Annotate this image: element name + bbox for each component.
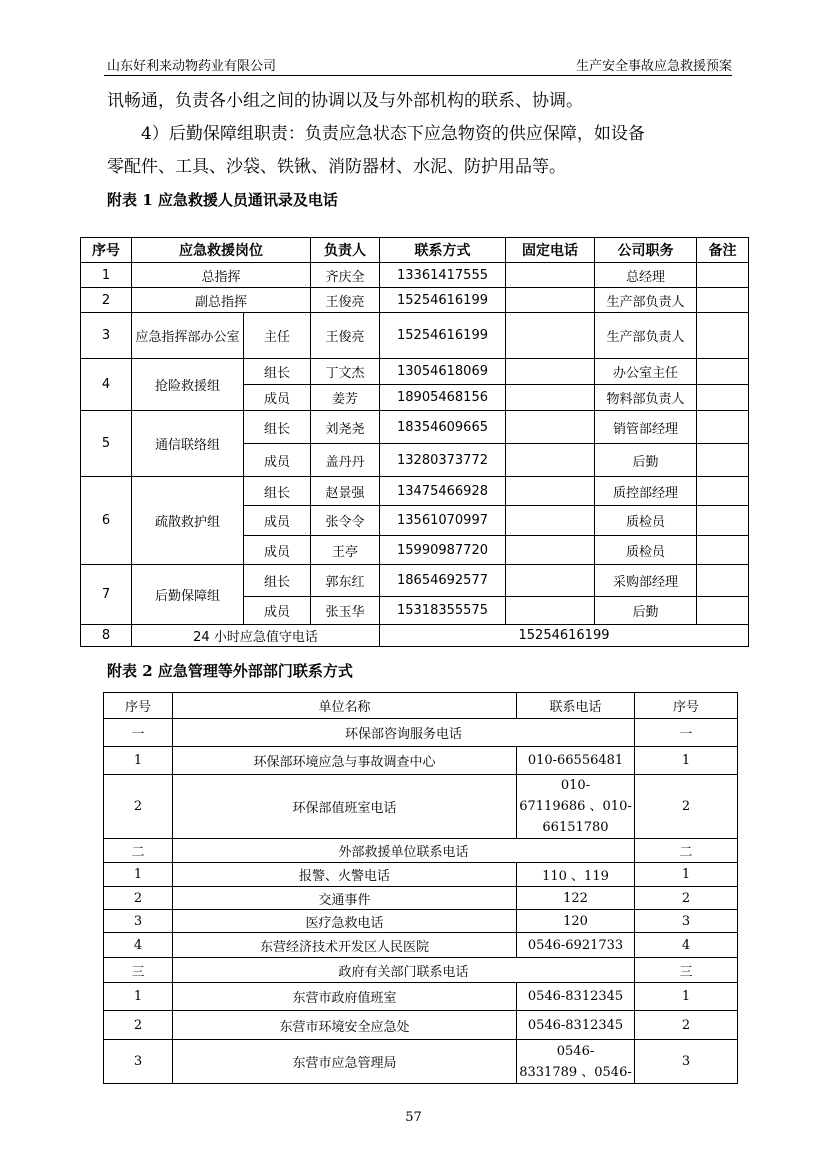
cell-post: 总指挥 — [132, 263, 311, 288]
cell-landline — [506, 565, 595, 597]
table-row — [81, 313, 749, 359]
table-row — [104, 1011, 738, 1040]
col-header: 应急救援岗位 — [132, 238, 311, 263]
cell-remark — [697, 411, 749, 444]
cell-role: 成员 — [244, 597, 311, 625]
section-title: 环保部咨询服务电话 — [173, 719, 635, 747]
cell-title: 物料部负责人 — [595, 385, 697, 411]
cell-person: 王亭 — [311, 536, 380, 565]
cell-name: 医疗急救电话 — [173, 910, 517, 933]
table-row — [104, 775, 738, 839]
cell-remark — [697, 385, 749, 411]
col-header: 备注 — [697, 238, 749, 263]
cell-remark — [697, 536, 749, 565]
cell-no: 2 — [104, 1011, 173, 1040]
cell-no: 1 — [635, 747, 738, 775]
col-header: 固定电话 — [506, 238, 595, 263]
cell-person: 盖丹丹 — [311, 444, 380, 477]
section-row — [104, 958, 738, 983]
cell-remark — [697, 288, 749, 313]
cell-role: 成员 — [244, 385, 311, 411]
cell-phone — [517, 1040, 635, 1084]
cell-landline — [506, 288, 595, 313]
table-row — [81, 477, 749, 506]
table-row — [104, 983, 738, 1011]
cell-phone: 18905468156 — [380, 385, 506, 411]
table-header-row — [81, 238, 749, 263]
cell-remark — [697, 263, 749, 288]
cell-remark — [697, 313, 749, 359]
table1-caption: 附表 1 应急救援人员通讯录及电话 — [107, 191, 338, 209]
phone-line: 010- — [560, 778, 591, 793]
cell-name: 东营市环境安全应急处 — [173, 1011, 517, 1040]
cell-remark — [697, 444, 749, 477]
header-company: 山东好利来动物药业有限公司 — [107, 59, 277, 74]
cell-role: 主任 — [244, 313, 311, 359]
col-header: 公司职务 — [595, 238, 697, 263]
cell-no: 1 — [635, 863, 738, 887]
cell-role: 组长 — [244, 565, 311, 597]
col-header: 联系电话 — [517, 693, 635, 719]
external-contact-table — [103, 692, 738, 1084]
cell-name: 东营市应急管理局 — [173, 1040, 517, 1084]
cell-title: 质检员 — [595, 506, 697, 536]
cell-role: 成员 — [244, 444, 311, 477]
table-row — [81, 625, 749, 647]
cell-person: 刘尧尧 — [311, 411, 380, 444]
cell-title: 销管部经理 — [595, 411, 697, 444]
cell-group: 通信联络组 — [132, 411, 244, 477]
cell-title: 生产部负责人 — [595, 288, 697, 313]
cell-landline — [506, 536, 595, 565]
cell-title: 后勤 — [595, 444, 697, 477]
cell-name: 东营经济技术开发区人民医院 — [173, 933, 517, 958]
cell-phone: 13361417555 — [380, 263, 506, 288]
cell-post: 24 小时应急值守电话 — [132, 625, 380, 647]
cell-name: 环保部环境应急与事故调查中心 — [173, 747, 517, 775]
cell-no: 2 — [104, 775, 173, 839]
cell-no: 4 — [635, 933, 738, 958]
section-row — [104, 839, 738, 863]
cell-no: 1 — [635, 983, 738, 1011]
cell-phone: 13054618069 — [380, 359, 506, 385]
col-header: 单位名称 — [173, 693, 517, 719]
cell-no: 2 — [635, 887, 738, 910]
cell-phone: 15318355575 — [380, 597, 506, 625]
cell-phone: 0546-8312345 — [517, 983, 635, 1011]
cell-person: 姜芳 — [311, 385, 380, 411]
cell-phone: 110 、119 — [517, 863, 635, 887]
cell-no: 2 — [104, 887, 173, 910]
section-title: 外部救援单位联系电话 — [173, 839, 635, 863]
cell-post: 副总指挥 — [132, 288, 311, 313]
cell-no: 1 — [81, 263, 132, 288]
table2-caption: 附表 2 应急管理等外部部门联系方式 — [107, 662, 353, 680]
table-row — [81, 288, 749, 313]
emergency-contact-table — [80, 237, 749, 647]
cell-name: 环保部值班室电话 — [173, 775, 517, 839]
header-rule — [104, 75, 732, 76]
cell-phone — [517, 775, 635, 839]
cell-remark — [697, 565, 749, 597]
cell-no: 8 — [81, 625, 132, 647]
cell-landline — [506, 411, 595, 444]
cell-person: 张玉华 — [311, 597, 380, 625]
body-paragraph-line: 零配件、工具、沙袋、铁锹、消防器材、水泥、防护用品等。 — [107, 157, 566, 177]
phone-line: 8331789 、0546- — [519, 1064, 632, 1080]
table-row — [104, 747, 738, 775]
cell-person: 郭东红 — [311, 565, 380, 597]
cell-phone: 15254616199 — [380, 288, 506, 313]
cell-landline — [506, 477, 595, 506]
table-row — [104, 887, 738, 910]
cell-person: 丁文杰 — [311, 359, 380, 385]
cell-name: 东营市政府值班室 — [173, 983, 517, 1011]
cell-phone: 15254616199 — [380, 625, 749, 647]
cell-no: 3 — [104, 910, 173, 933]
cell-no: 2 — [635, 1011, 738, 1040]
table-row — [81, 359, 749, 385]
cell-title: 总经理 — [595, 263, 697, 288]
col-header: 负责人 — [311, 238, 380, 263]
col-header: 序号 — [81, 238, 132, 263]
cell-phone: 18654692577 — [380, 565, 506, 597]
cell-phone: 120 — [517, 910, 635, 933]
section-row — [104, 719, 738, 747]
cell-role: 成员 — [244, 506, 311, 536]
cell-no: 二 — [104, 839, 173, 863]
table-row — [81, 263, 749, 288]
cell-group: 抢险救援组 — [132, 359, 244, 411]
cell-name: 交通事件 — [173, 887, 517, 910]
cell-person: 赵景强 — [311, 477, 380, 506]
cell-name: 报警、火警电话 — [173, 863, 517, 887]
cell-post: 应急指挥部办公室 — [132, 313, 244, 359]
cell-landline — [506, 359, 595, 385]
cell-landline — [506, 385, 595, 411]
cell-person: 王俊亮 — [311, 288, 380, 313]
cell-remark — [697, 506, 749, 536]
cell-title: 办公室主任 — [595, 359, 697, 385]
cell-phone: 15990987720 — [380, 536, 506, 565]
cell-phone: 0546-8312345 — [517, 1011, 635, 1040]
cell-phone: 15254616199 — [380, 313, 506, 359]
cell-no: 3 — [635, 910, 738, 933]
table-row — [104, 910, 738, 933]
cell-no: 二 — [635, 839, 738, 863]
cell-no: 1 — [104, 747, 173, 775]
table-row — [81, 411, 749, 444]
cell-no: 3 — [104, 1040, 173, 1084]
cell-remark — [697, 477, 749, 506]
cell-phone: 0546-6921733 — [517, 933, 635, 958]
cell-no: 1 — [104, 863, 173, 887]
phone-line: 66151780 — [542, 820, 609, 835]
cell-no: 一 — [104, 719, 173, 747]
col-header: 序号 — [104, 693, 173, 719]
cell-person: 齐庆全 — [311, 263, 380, 288]
cell-no: 三 — [104, 958, 173, 983]
cell-no: 三 — [635, 958, 738, 983]
body-paragraph-line: 4）后勤保障组职责：负责应急状态下应急物资的供应保障，如设备 — [141, 124, 645, 144]
cell-remark — [697, 359, 749, 385]
cell-phone: 122 — [517, 887, 635, 910]
cell-no: 3 — [81, 313, 132, 359]
cell-role: 成员 — [244, 536, 311, 565]
cell-no: 3 — [635, 1040, 738, 1084]
cell-title: 采购部经理 — [595, 565, 697, 597]
phone-line: 0546- — [556, 1043, 595, 1059]
table-row — [81, 565, 749, 597]
cell-phone: 010-66556481 — [517, 747, 635, 775]
table-header-row — [104, 693, 738, 719]
cell-no: 6 — [81, 477, 132, 565]
cell-title: 质控部经理 — [595, 477, 697, 506]
cell-no: 2 — [635, 775, 738, 839]
cell-landline — [506, 263, 595, 288]
table-row — [104, 933, 738, 958]
cell-person: 王俊亮 — [311, 313, 380, 359]
cell-role: 组长 — [244, 359, 311, 385]
cell-phone: 13280373772 — [380, 444, 506, 477]
header-doc-title: 生产安全事故应急救援预案 — [575, 59, 732, 74]
cell-no: 4 — [81, 359, 132, 411]
cell-remark — [697, 597, 749, 625]
section-title: 政府有关部门联系电话 — [173, 958, 635, 983]
col-header: 联系方式 — [380, 238, 506, 263]
cell-phone: 18354609665 — [380, 411, 506, 444]
cell-no: 5 — [81, 411, 132, 477]
cell-role: 组长 — [244, 477, 311, 506]
cell-landline — [506, 313, 595, 359]
body-paragraph-line: 讯畅通，负责各小组之间的协调以及与外部机构的联系、协调。 — [107, 91, 583, 111]
cell-phone: 13475466928 — [380, 477, 506, 506]
cell-person: 张令令 — [311, 506, 380, 536]
cell-phone: 13561070997 — [380, 506, 506, 536]
cell-landline — [506, 444, 595, 477]
page-number: 57 — [405, 1110, 422, 1125]
cell-role: 组长 — [244, 411, 311, 444]
cell-title: 质检员 — [595, 536, 697, 565]
cell-no: 2 — [81, 288, 132, 313]
table-row — [104, 1040, 738, 1084]
cell-title: 生产部负责人 — [595, 313, 697, 359]
cell-title: 后勤 — [595, 597, 697, 625]
col-header: 序号 — [635, 693, 738, 719]
cell-no: 7 — [81, 565, 132, 625]
phone-line: 67119686 、010- — [519, 799, 632, 814]
cell-no: 一 — [635, 719, 738, 747]
cell-group: 疏散救护组 — [132, 477, 244, 565]
table-row — [104, 863, 738, 887]
cell-landline — [506, 506, 595, 536]
cell-no: 4 — [104, 933, 173, 958]
cell-no: 1 — [104, 983, 173, 1011]
cell-landline — [506, 597, 595, 625]
cell-group: 后勤保障组 — [132, 565, 244, 625]
